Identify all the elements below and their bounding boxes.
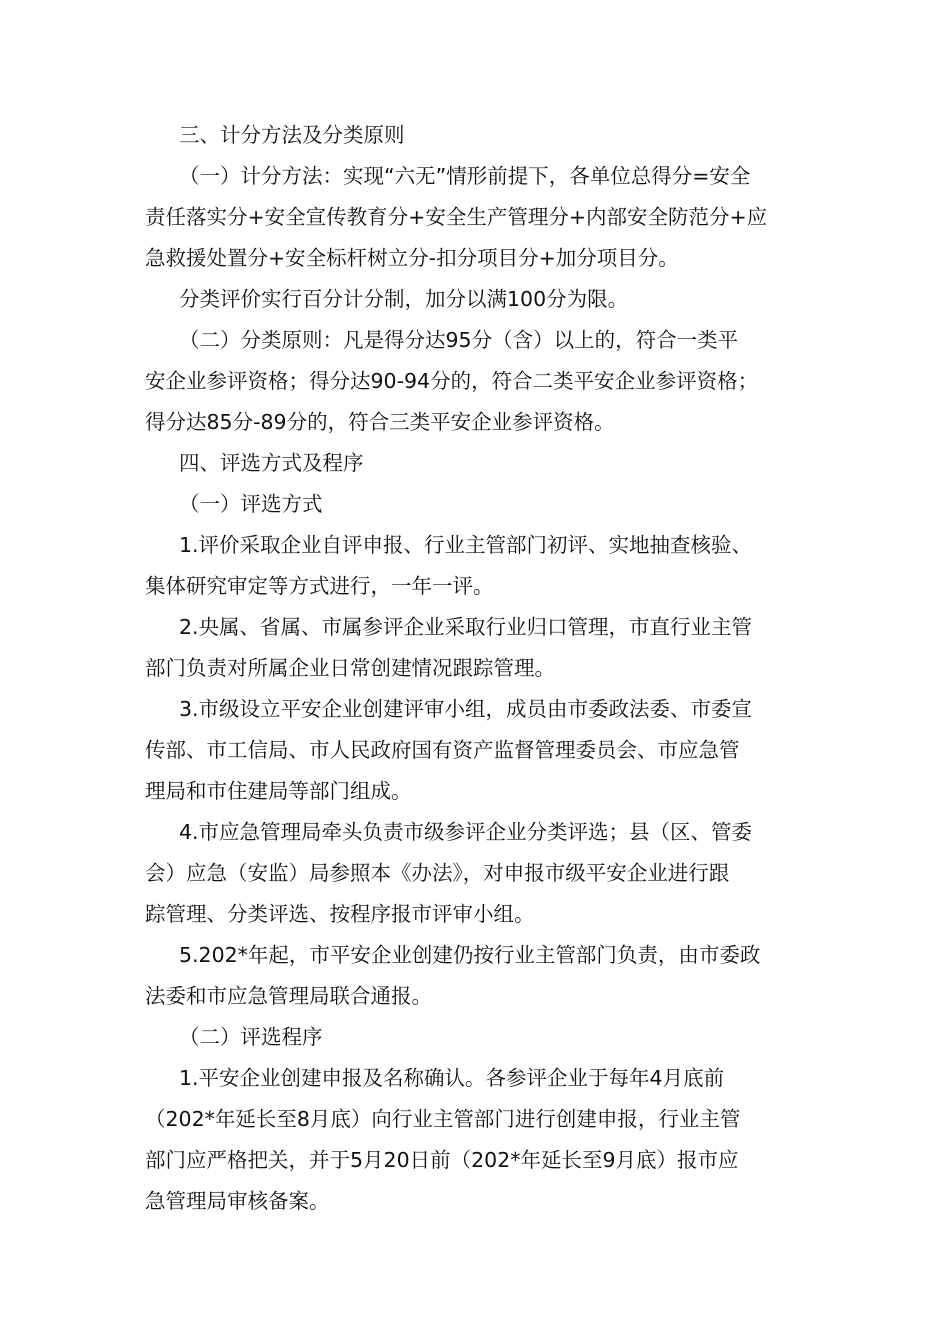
doc-line: 分类评价实行百分计分制，加分以满100分为限。 [179, 287, 629, 311]
doc-line: 踪管理、分类评选、按程序报市评审小组。 [145, 902, 535, 926]
doc-line: 部门负责对所属企业日常创建情况跟踪管理。 [145, 656, 555, 680]
doc-line: 法委和市应急管理局联合通报。 [145, 984, 432, 1008]
doc-line: 得分达85分-89分的，符合三类平安企业参评资格。 [145, 410, 615, 434]
doc-line: 急救援处置分+安全标杆树立分-扣分项目分+加分项目分。 [145, 246, 679, 270]
doc-line: 3.市级设立平安企业创建评审小组，成员由市委政法委、市委宣 [179, 697, 753, 721]
doc-line: 1.评价采取企业自评申报、行业主管部门初评、实地抽查核验、 [179, 533, 753, 557]
doc-line: （二）分类原则：凡是得分达95分（含）以上的，符合一类平 [179, 328, 739, 352]
doc-line: 1.平安企业创建申报及名称确认。各参评企业于每年4月底前 [179, 1066, 725, 1090]
doc-line: （一）计分方法：实现“六无”情形前提下，各单位总得分=安全 [179, 164, 751, 188]
doc-line: 部门应严格把关，并于5月20日前（202*年延长至9月底）报市应 [145, 1148, 739, 1172]
doc-line: 安企业参评资格；得分达90-94分的，符合二类平安企业参评资格； [145, 369, 759, 393]
doc-line: 责任落实分+安全宣传教育分+安全生产管理分+内部安全防范分+应 [145, 205, 768, 229]
doc-line: 传部、市工信局、市人民政府国有资产监督管理委员会、市应急管 [145, 738, 740, 762]
document-page [145, 115, 835, 1222]
doc-line: 三、计分方法及分类原则 [179, 123, 405, 147]
doc-line: 急管理局审核备案。 [145, 1189, 330, 1213]
doc-line: 4.市应急管理局牵头负责市级参评企业分类评选；县（区、管委 [179, 820, 753, 844]
doc-line: 理局和市住建局等部门组成。 [145, 779, 412, 803]
doc-line: 会）应急（安监）局参照本《办法》，对申报市级平安企业进行跟 [145, 861, 730, 885]
doc-line: 集体研究审定等方式进行，一年一评。 [145, 574, 494, 598]
doc-line: （一）评选方式 [179, 492, 323, 516]
doc-line: 四、评选方式及程序 [179, 451, 364, 475]
doc-line: 2.央属、省属、市属参评企业采取行业归口管理，市直行业主管 [179, 615, 753, 639]
doc-line: （202*年延长至8月底）向行业主管部门进行创建申报，行业主管 [145, 1107, 741, 1131]
doc-line: 5.202*年起，市平安企业创建仍按行业主管部门负责，由市委政 [179, 943, 761, 967]
doc-line: （二）评选程序 [179, 1025, 323, 1049]
